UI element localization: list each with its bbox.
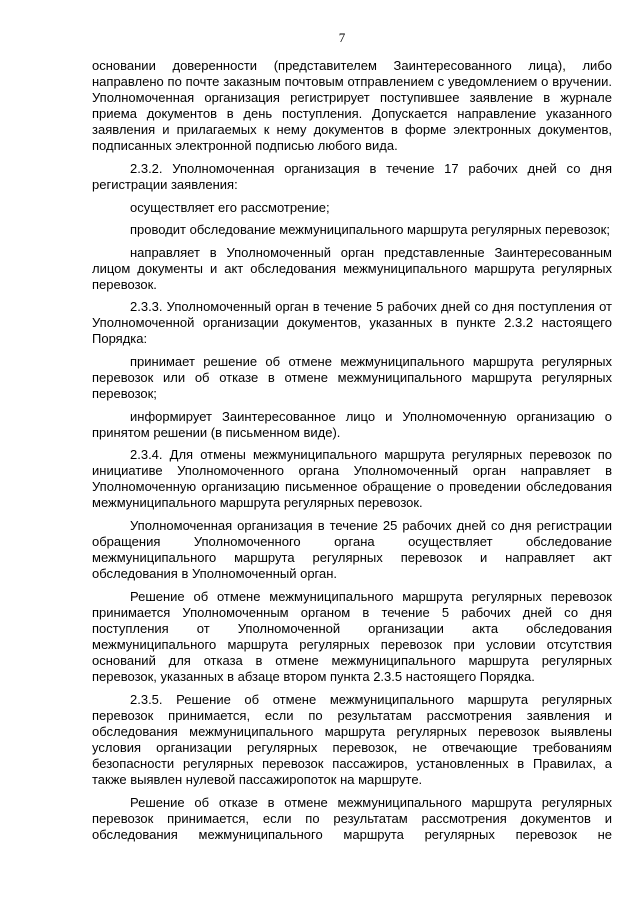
paragraph-inform: информирует Заинтересованное лицо и Уполномоченную организацию о принятом решении (в письменном виде). — [92, 408, 612, 440]
paragraph-2-3-5: 2.3.5. Решение об отмене межмуниципального маршрута регулярных перевозок принимается, если по результатам рассмотрения заявления и обследования межмуниципального маршрута регулярных перевозок выявлены условия организации регулярных перевозок, не отвечающие требованиям безопасности регулярных перевозок пассажиров, установленных в Правилах, а также выявлен нулевой пассажиропоток на маршруте. — [92, 691, 612, 788]
paragraph-cancellation-decision: Решение об отмене межмуниципального маршрута регулярных перевозок принимается Уполномоченным органом в течение 5 рабочих дней со дня поступления от Уполномоченной организации акта обследования межмуниципального маршрута регулярных перевозок при условии отсутствия оснований для отказа в отмене межмуниципального маршрута регулярных перевозок, указанных в абзаце втором пункта 2.3.5 настоящего Порядка. — [92, 588, 612, 685]
paragraph-2-3-3: 2.3.3. Уполномоченный орган в течение 5 рабочих дней со дня поступления от Уполномоченной организации документов, указанных в пункте 2.3.2 настоящего Порядка: — [92, 299, 612, 347]
paragraph-2-3-4: 2.3.4. Для отмены межмуниципального маршрута регулярных перевозок по инициативе Уполномоченного органа Уполномоченный орган направляет в Уполномоченную организацию письменное обращение о проведении обследования межмуниципального маршрута регулярных перевозок. — [92, 447, 612, 511]
paragraph-send-documents: направляет в Уполномоченный орган представленные Заинтересованным лицом документы и акт обследования межмуниципального маршрута регулярных перевозок. — [92, 244, 612, 292]
page-number: 7 — [338, 30, 346, 45]
paragraph-inspection-25-days: Уполномоченная организация в течение 25 рабочих дней со дня регистрации обращения Уполномоченного органа осуществляет обследование межмуниципального маршрута регулярных перевозок и направляет акт обследования в Уполномоченный орган. — [92, 517, 612, 582]
paragraph-inspection: проводит обследование межмуниципального маршрута регулярных перевозок; — [130, 222, 610, 238]
paragraph-submission-continued: основании доверенности (представителем Заинтересованного лица), либо направлено по почте заказным почтовым отправлением с уведомлением о вручении. Уполномоченная организация регистрирует поступившее заявление в журнале приема документов в день поступления. Допускается направление указанного заявления и прилагаемых к нему документов в форме электронных документов, подписанных электронной подписью любого вида. — [92, 58, 612, 154]
paragraph-refusal-decision: Решение об отказе в отмене межмуниципального маршрута регулярных перевозок принимается, если по результатам рассмотрения документов и обследования межмуниципального маршрута регулярных перевозок не — [92, 794, 612, 842]
paragraph-2-3-2: 2.3.2. Уполномоченная организация в течение 17 рабочих дней со дня регистрации заявления: — [92, 160, 612, 193]
paragraph-review: осуществляет его рассмотрение; — [130, 199, 330, 215]
paragraph-decision: принимает решение об отмене межмуниципального маршрута регулярных перевозок или об отказе в отмене межмуниципального маршрута регулярных перевозок; — [92, 353, 612, 402]
